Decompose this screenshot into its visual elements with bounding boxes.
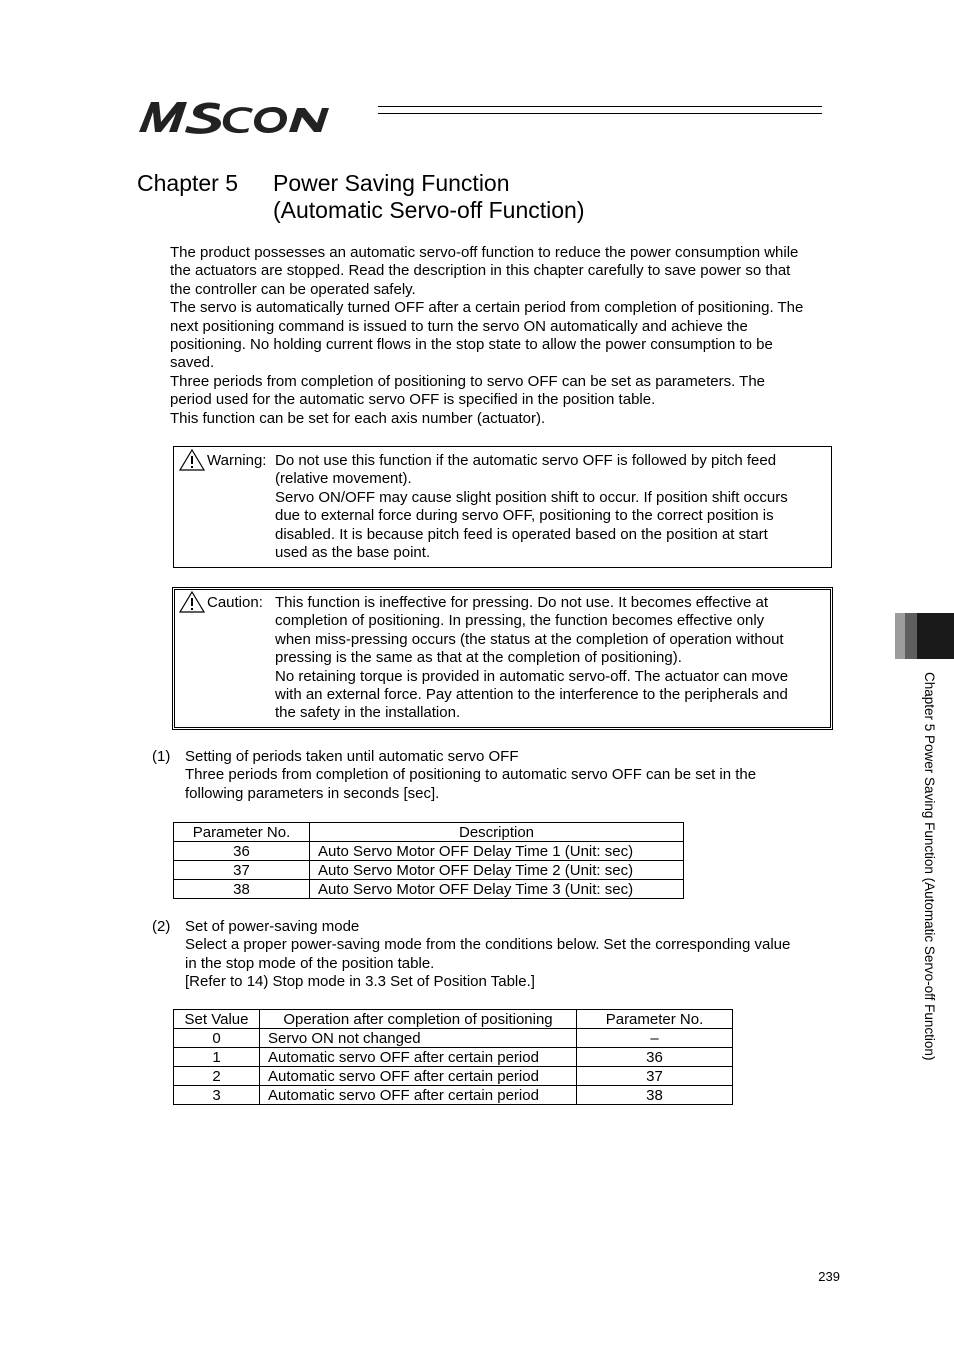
side-chapter-label: Chapter 5 Power Saving Function (Automatic Servo-off Function) xyxy=(922,672,937,1061)
caution-line: completion of positioning. In pressing, the function becomes effective only xyxy=(275,612,765,630)
intro-line: the actuators are stopped. Read the description in this chapter carefully to save power so that xyxy=(170,262,791,280)
warning-line: due to external force during servo OFF, positioning to the correct position is xyxy=(275,507,774,525)
item2-line: in the stop mode of the position table. xyxy=(185,954,435,972)
item1-number: (1) xyxy=(152,748,171,765)
table-row xyxy=(174,861,684,880)
chapter-number: Chapter 5 xyxy=(137,170,239,196)
item2-number: (2) xyxy=(152,918,171,935)
chapter-tab-dark xyxy=(917,613,954,659)
intro-line: positioning. No holding current flows in the stop state to allow the power consumption to be xyxy=(170,336,773,354)
caution-line: pressing is the same as that at the completion of positioning). xyxy=(275,649,682,667)
warning-line: disabled. It is because pitch feed is operated based on the position at start xyxy=(275,525,768,543)
caution-line: This function is ineffective for pressing. Do not use. It becomes effective at xyxy=(275,594,769,611)
item2-text xyxy=(185,918,845,992)
intro-line: the controller can be operated safely. xyxy=(170,280,416,298)
caution-label: Caution: xyxy=(207,594,263,611)
page-number: 239 xyxy=(818,1269,840,1284)
table-row xyxy=(174,880,684,899)
table-cell: 2 xyxy=(174,1067,260,1086)
table-cell: 36 xyxy=(174,842,310,861)
table-header-cell: Parameter No. xyxy=(174,823,310,842)
table-row xyxy=(174,1029,733,1048)
power-saving-mode-table xyxy=(173,1009,733,1105)
item2-line: [Refer to 14) Stop mode in 3.3 Set of Position Table.] xyxy=(185,973,535,991)
table-cell: Automatic servo OFF after certain period xyxy=(260,1048,577,1067)
table-cell: Auto Servo Motor OFF Delay Time 2 (Unit: sec) xyxy=(310,861,684,880)
table-cell: 36 xyxy=(577,1048,733,1067)
table-cell: 37 xyxy=(577,1067,733,1086)
table-header-row xyxy=(174,1010,733,1029)
intro-line: Three periods from completion of positioning to servo OFF can be set as parameters. The xyxy=(170,372,766,390)
caution-line: with an external force. Pay attention to the interference to the peripherals and xyxy=(275,686,788,704)
warning-triangle-icon xyxy=(179,449,205,471)
table-cell: Auto Servo Motor OFF Delay Time 3 (Unit: sec) xyxy=(310,880,684,899)
item1-text xyxy=(185,748,845,803)
warning-line: (relative movement). xyxy=(275,470,412,488)
chapter-title-line2: (Automatic Servo-off Function) xyxy=(273,197,585,223)
header-rule-bottom xyxy=(378,113,822,114)
warning-line: used as the base point. xyxy=(275,544,431,562)
chapter-tab-light xyxy=(895,613,905,659)
table-cell: Auto Servo Motor OFF Delay Time 1 (Unit: sec) xyxy=(310,842,684,861)
table-header-cell: Description xyxy=(310,823,684,842)
mscon-logo xyxy=(137,96,367,136)
warning-label: Warning: xyxy=(207,452,267,469)
item1-line: following parameters in seconds [sec]. xyxy=(185,784,440,802)
caution-line: No retaining torque is provided in automatic servo-off. The actuator can move xyxy=(275,667,789,685)
header-rule-top xyxy=(378,106,822,107)
item2-line: Select a proper power-saving mode from the conditions below. Set the corresponding value xyxy=(185,936,791,954)
table-row xyxy=(174,842,684,861)
table-cell: – xyxy=(577,1029,733,1048)
table-row xyxy=(174,1048,733,1067)
table-cell: 3 xyxy=(174,1086,260,1105)
intro-line: The product possesses an automatic servo-off function to reduce the power consumption while xyxy=(170,244,799,261)
table-header-cell: Parameter No. xyxy=(577,1010,733,1029)
caution-triangle-icon xyxy=(179,591,205,613)
item1-line: Three periods from completion of positioning to automatic servo OFF can be set in the xyxy=(185,766,757,784)
table-cell: Automatic servo OFF after certain period xyxy=(260,1086,577,1105)
table-cell: 1 xyxy=(174,1048,260,1067)
caution-text xyxy=(275,594,827,723)
table-row xyxy=(174,1067,733,1086)
intro-line: This function can be set for each axis number (actuator). xyxy=(170,409,546,427)
intro-line: saved. xyxy=(170,354,215,372)
intro-line: period used for the automatic servo OFF is specified in the position table. xyxy=(170,391,656,409)
table-cell: 38 xyxy=(577,1086,733,1105)
table-header-row xyxy=(174,823,684,842)
table-cell: 38 xyxy=(174,880,310,899)
table-header-cell: Set Value xyxy=(174,1010,260,1029)
item2-title: Set of power-saving mode xyxy=(185,918,360,935)
parameter-table xyxy=(173,822,684,899)
warning-line: Servo ON/OFF may cause slight position shift to occur. If position shift occurs xyxy=(275,488,788,506)
warning-line: Do not use this function if the automatic servo OFF is followed by pitch feed xyxy=(275,452,777,469)
table-row xyxy=(174,1086,733,1105)
chapter-title-line1: Power Saving Function xyxy=(273,170,510,196)
table-cell: 0 xyxy=(174,1029,260,1048)
intro-text xyxy=(170,244,850,428)
chapter-tab-mid xyxy=(905,613,917,659)
chapter-title xyxy=(273,170,584,224)
caution-line: when miss-pressing occurs (the status at the completion of operation without xyxy=(275,630,784,648)
table-cell: 37 xyxy=(174,861,310,880)
warning-text xyxy=(275,452,825,562)
intro-line: The servo is automatically turned OFF after a certain period from completion of positioning. The xyxy=(170,299,804,317)
table-header-cell: Operation after completion of positioning xyxy=(260,1010,577,1029)
intro-line: next positioning command is issued to turn the servo ON automatically and achieve the xyxy=(170,317,748,335)
item1-title: Setting of periods taken until automatic servo OFF xyxy=(185,748,519,765)
table-cell: Automatic servo OFF after certain period xyxy=(260,1067,577,1086)
table-cell: Servo ON not changed xyxy=(260,1029,577,1048)
caution-line: the safety in the installation. xyxy=(275,704,461,722)
